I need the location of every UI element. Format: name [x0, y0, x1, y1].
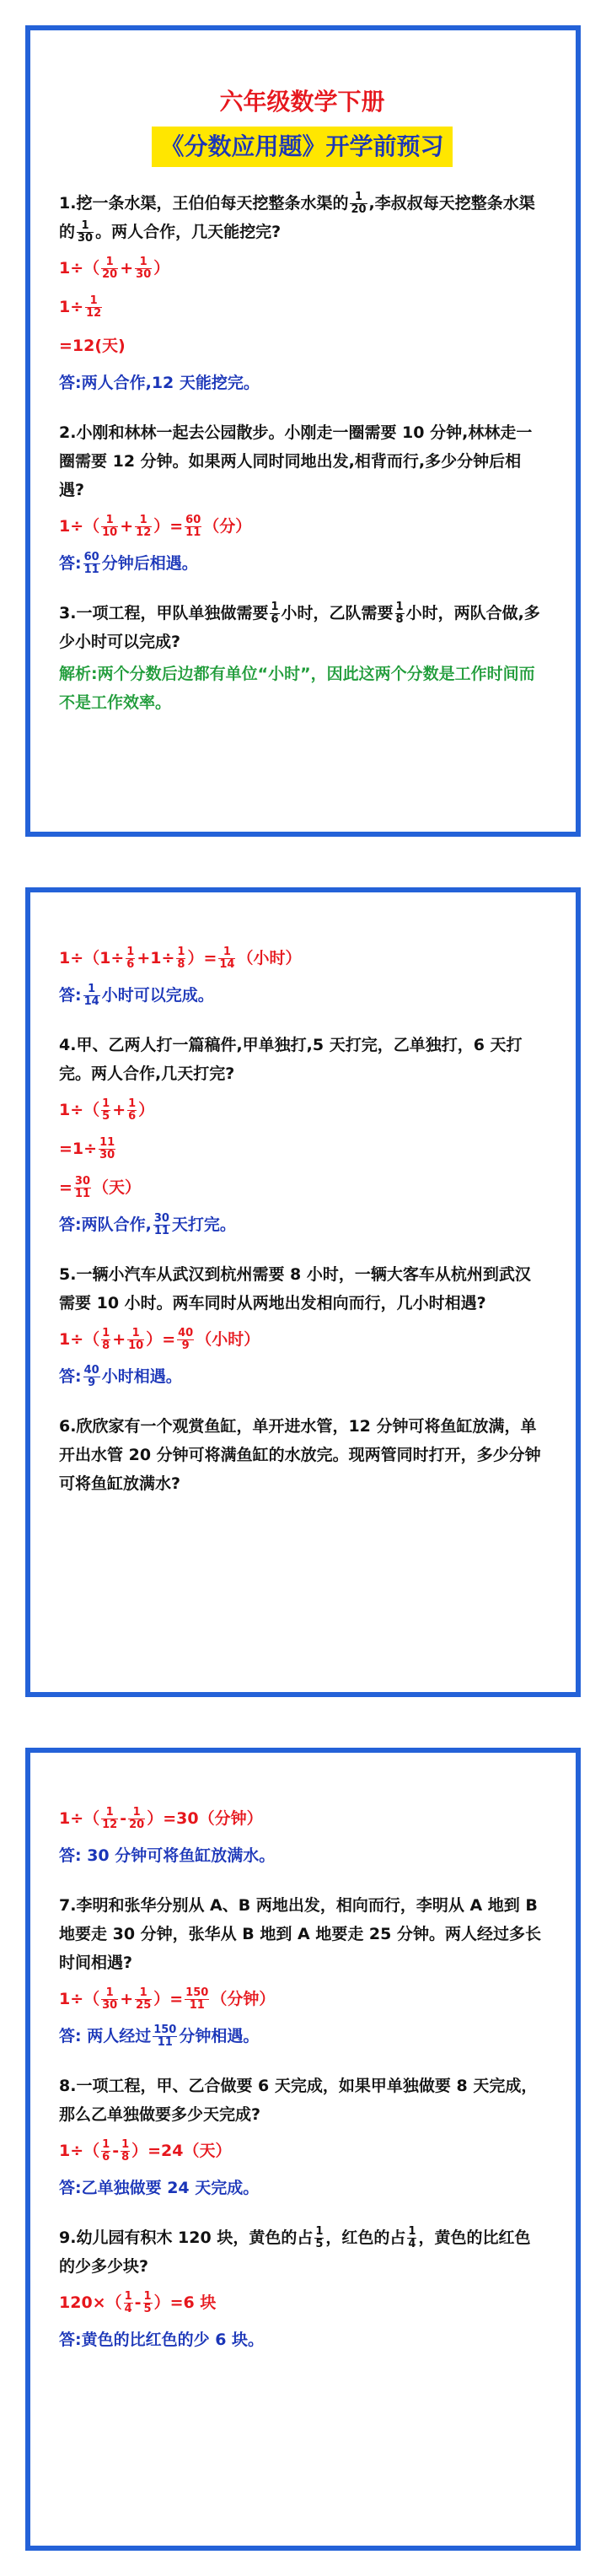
- fraction-denominator: 11: [189, 1999, 205, 2012]
- fraction: [128, 1807, 145, 1831]
- question-4: 4.甲、乙两人打一篇稿件,甲单独打,5 天打完，乙单独打，6 天打完。两人合作,几天打完?: [59, 1036, 523, 1083]
- fraction: [185, 515, 201, 539]
- page-title: 六年级数学下册: [219, 88, 385, 116]
- fraction-numerator: 1: [101, 515, 118, 527]
- q6-calc: [59, 1802, 545, 1835]
- q4-step-1: [59, 1093, 545, 1127]
- fraction: [101, 515, 118, 539]
- fraction: [407, 2226, 416, 2250]
- q1-step-3: =12(天): [59, 337, 126, 355]
- fraction: [101, 1807, 118, 1831]
- question-5: 5.一辆小汽车从武汉到杭州需要 8 小时，一辆大客车从杭州到武汉需要 10 小时。两车同时从两地出发相向而行，几小时相遇?: [59, 1265, 531, 1312]
- text-segment: 9.幼儿园有积木 120 块，黄色的占: [59, 2228, 314, 2247]
- fraction: [153, 2024, 177, 2049]
- fraction: [101, 1328, 110, 1352]
- text-segment: ）=30（分钟）: [147, 1809, 263, 1828]
- fraction-numerator: 1: [101, 1807, 118, 1819]
- text-segment: 天打完。: [171, 1215, 236, 1234]
- fraction-numerator: 30: [74, 1175, 91, 1188]
- fraction-numerator: 1: [128, 1097, 137, 1110]
- fraction-denominator: 8: [177, 958, 185, 971]
- fraction-denominator: 10: [128, 1339, 144, 1352]
- q3-analysis: 解析:两个分数后边都有单位“小时”，因此这两个分数是工作时间而不是工作效率。: [59, 665, 535, 712]
- fraction-denominator: 6: [102, 2151, 110, 2164]
- fraction-numerator: 1: [128, 1807, 145, 1819]
- text-segment: =: [59, 1178, 72, 1197]
- fraction: [270, 601, 279, 626]
- fraction-denominator: 14: [83, 995, 99, 1008]
- q5-calc: [59, 1323, 545, 1356]
- q1-answer: 答:两人合作,12 天能挖完。: [59, 374, 260, 392]
- fraction-numerator: 1: [127, 1328, 144, 1340]
- fraction: [185, 1987, 209, 2012]
- fraction: [101, 256, 118, 281]
- fraction-numerator: 1: [135, 1987, 152, 2000]
- text-segment: 1÷（1÷: [59, 949, 125, 967]
- q9-answer: 答:黄色的比红色的少 6 块。: [59, 2331, 265, 2349]
- q1-step-1: [59, 251, 545, 285]
- fraction: [83, 1365, 100, 1389]
- card-1: [25, 25, 581, 837]
- text-segment: -: [120, 1809, 127, 1828]
- fraction: [83, 552, 100, 576]
- text-segment: 小时可以完成。: [101, 986, 214, 1005]
- fraction-numerator: 1: [102, 2138, 110, 2151]
- subtitle-highlight: 《分数应用题》开学前预习: [152, 127, 452, 167]
- fraction: [124, 2291, 133, 2315]
- text-segment: 1÷（: [59, 1809, 100, 1828]
- fraction-numerator: 1: [85, 295, 102, 308]
- fraction-denominator: 30: [102, 1999, 118, 2012]
- fraction-numerator: 1: [135, 256, 152, 269]
- q8-calc: [59, 2134, 545, 2168]
- fraction-denominator: 11: [83, 563, 99, 576]
- text-segment: ）=: [153, 1990, 184, 2008]
- fraction: [127, 1328, 144, 1352]
- text-segment: 1÷: [59, 298, 84, 316]
- fraction: [99, 1137, 115, 1161]
- text-segment: 小时，两队合做,多少小时可以完成?: [59, 604, 540, 651]
- text-segment: ）=6 块: [153, 2293, 217, 2312]
- fraction: [314, 2226, 324, 2250]
- fraction-denominator: 4: [124, 2303, 132, 2315]
- fraction-numerator: 1: [177, 946, 185, 958]
- fraction: [176, 946, 185, 971]
- fraction: [350, 191, 367, 216]
- fraction-denominator: 30: [78, 232, 94, 245]
- fraction: [177, 1328, 194, 1352]
- fraction-numerator: 30: [153, 1212, 169, 1225]
- text-segment: -: [134, 2293, 142, 2312]
- text-segment: 1÷（: [59, 2142, 100, 2160]
- text-segment: 分钟后相遇。: [101, 554, 198, 573]
- text-segment: ）=: [187, 949, 217, 967]
- fraction-denominator: 5: [143, 2303, 152, 2315]
- fraction-numerator: 1: [143, 2290, 152, 2303]
- fraction-numerator: 1: [315, 2225, 324, 2238]
- text-segment: 答: 两人经过: [59, 2027, 152, 2045]
- fraction: [121, 2139, 130, 2164]
- q8-answer: 答:乙单独做要 24 天完成。: [59, 2179, 260, 2197]
- fraction-numerator: 1: [102, 1327, 110, 1339]
- text-segment: -: [112, 2142, 120, 2160]
- fraction-numerator: 1: [124, 2290, 132, 2303]
- fraction: [101, 1987, 118, 2012]
- q2-answer: [59, 547, 545, 580]
- text-segment: ）=24（天）: [131, 2142, 232, 2160]
- text-segment: +: [120, 1990, 134, 2008]
- fraction: [83, 984, 100, 1008]
- text-segment: =1÷: [59, 1140, 98, 1158]
- card-2: [25, 887, 581, 1697]
- q3-answer: [59, 978, 545, 1012]
- text-segment: （小时）: [237, 949, 302, 967]
- q3-calc: [59, 941, 545, 975]
- fraction: [74, 1176, 91, 1200]
- fraction-numerator: 60: [185, 514, 201, 526]
- fraction-denominator: 5: [315, 2238, 324, 2250]
- text-segment: （小时）: [196, 1330, 260, 1349]
- text-segment: 小时，乙队需要: [281, 604, 394, 622]
- question-9: [59, 2223, 545, 2281]
- fraction: [135, 515, 152, 539]
- fraction-numerator: 1: [135, 515, 152, 527]
- fraction-numerator: 1: [271, 601, 279, 613]
- fraction: [143, 2291, 153, 2315]
- fraction: [135, 256, 152, 281]
- text-segment: ，黄色的比红色的少多少块?: [59, 2228, 531, 2276]
- text-segment: 1÷（: [59, 1990, 100, 2008]
- fraction-denominator: 12: [136, 526, 152, 539]
- question-2: 2.小刚和林林一起去公园散步。小刚走一圈需要 10 分钟,林林走一圈需要 12 分钟。如果两人同时同地出发,相背而行,多少分钟后相遇?: [59, 423, 533, 499]
- text-segment: （分）: [203, 517, 252, 536]
- fraction-numerator: 40: [83, 1364, 99, 1377]
- text-segment: +: [112, 1101, 126, 1119]
- card-3: [25, 1748, 581, 2551]
- q1-step-2: [59, 290, 545, 324]
- fraction-numerator: 1: [350, 191, 367, 204]
- text-segment: 分钟相遇。: [179, 2027, 260, 2045]
- text-segment: 1÷（: [59, 1101, 100, 1119]
- fraction-numerator: 1: [408, 2225, 416, 2238]
- fraction: [77, 220, 94, 245]
- fraction-denominator: 10: [102, 526, 118, 539]
- text-segment: （分钟）: [211, 1990, 276, 2008]
- fraction-denominator: 11: [185, 526, 201, 539]
- fraction-denominator: 14: [219, 958, 235, 971]
- q9-calc: [59, 2286, 545, 2320]
- fraction: [218, 946, 235, 971]
- fraction-denominator: 9: [181, 1339, 190, 1352]
- text-segment: +: [120, 517, 134, 536]
- fraction-denominator: 6: [128, 1110, 137, 1123]
- text-segment: ）: [138, 1101, 155, 1119]
- fraction-denominator: 12: [86, 307, 102, 320]
- text-segment: 1÷（: [59, 259, 100, 278]
- fraction-numerator: 11: [99, 1136, 115, 1149]
- fraction-numerator: 150: [185, 1986, 209, 1999]
- q1-text: 。两人合作，几天能挖完?: [95, 223, 282, 241]
- fraction-denominator: 4: [408, 2238, 416, 2250]
- fraction-denominator: 20: [129, 1819, 145, 1831]
- q5-answer: [59, 1360, 545, 1393]
- text-segment: 答:两队合作,: [59, 1215, 152, 1234]
- fraction-denominator: 8: [102, 1339, 110, 1352]
- text-segment: ）=: [153, 517, 184, 536]
- fraction-denominator: 8: [121, 2151, 130, 2164]
- text-segment: +1÷: [137, 949, 175, 967]
- text-segment: ）: [153, 259, 170, 278]
- fraction-numerator: 150: [153, 2024, 177, 2036]
- text-segment: 答:: [59, 554, 82, 573]
- fraction: [101, 1098, 110, 1123]
- fraction-denominator: 6: [126, 958, 135, 971]
- fraction-denominator: 20: [102, 268, 118, 281]
- text-segment: 1÷（: [59, 1330, 100, 1349]
- question-3: [59, 599, 545, 656]
- fraction-denominator: 30: [136, 268, 152, 281]
- fraction-numerator: 1: [121, 2138, 130, 2151]
- fraction-numerator: 1: [101, 256, 118, 269]
- fraction: [395, 601, 405, 626]
- q4-step-2: [59, 1132, 545, 1166]
- q1-text: ,李叔叔每天挖整条水渠的: [59, 194, 535, 241]
- fraction-denominator: 11: [157, 2036, 173, 2049]
- text-segment: （天）: [93, 1178, 142, 1197]
- q1-text: 1.挖一条水渠，王伯伯每天挖整条水渠的: [59, 194, 349, 213]
- text-segment: +: [120, 259, 134, 278]
- fraction-numerator: 60: [83, 551, 99, 563]
- q7-calc: [59, 1982, 545, 2016]
- text-segment: 答:: [59, 1367, 82, 1386]
- fraction-numerator: 1: [83, 984, 100, 996]
- question-7: 7.李明和张华分别从 A、B 两地出发，相向而行，李明从 A 地到 B 地要走 30 分钟，张华从 B 地到 A 地要走 25 分钟。两人经过多长时间相遇?: [59, 1896, 541, 1972]
- fraction: [135, 1987, 152, 2012]
- fraction-numerator: 1: [395, 601, 404, 613]
- question-1: [59, 189, 545, 246]
- fraction-denominator: 11: [74, 1188, 91, 1200]
- text-segment: ，红色的占: [325, 2228, 406, 2247]
- text-segment: 120×（: [59, 2293, 122, 2312]
- q7-answer: [59, 2019, 545, 2053]
- fraction-denominator: 11: [153, 1225, 169, 1237]
- fraction-denominator: 25: [136, 1999, 152, 2012]
- fraction-numerator: 1: [102, 1097, 110, 1110]
- fraction-denominator: 8: [395, 613, 404, 626]
- fraction-numerator: 1: [126, 946, 135, 958]
- fraction-denominator: 5: [102, 1110, 110, 1123]
- q4-step-3: [59, 1171, 545, 1204]
- text-segment: 3.一项工程，甲队单独做需要: [59, 604, 269, 622]
- fraction: [153, 1213, 170, 1237]
- q6-answer: 答: 30 分钟可将鱼缸放满水。: [59, 1846, 276, 1865]
- text-segment: +: [112, 1330, 126, 1349]
- fraction-denominator: 20: [351, 203, 367, 216]
- fraction: [85, 295, 102, 320]
- fraction-numerator: 1: [218, 946, 235, 959]
- fraction-denominator: 9: [88, 1377, 96, 1389]
- fraction-denominator: 30: [99, 1149, 115, 1161]
- question-8: 8.一项工程，甲、乙合做要 6 天完成，如果甲单独做要 8 天完成，那么乙单独做要多少天完成?: [59, 2077, 538, 2124]
- fraction-denominator: 12: [102, 1819, 118, 1831]
- q2-calc: [59, 509, 545, 543]
- fraction-numerator: 40: [178, 1327, 194, 1339]
- page-subtitle: [59, 127, 545, 167]
- q4-answer: [59, 1208, 545, 1242]
- fraction-numerator: 1: [101, 1987, 118, 2000]
- fraction: [127, 1098, 137, 1123]
- text-segment: 小时相遇。: [101, 1367, 182, 1386]
- question-6: 6.欣欣家有一个观赏鱼缸，单开进水管，12 分钟可将鱼缸放满，单开出水管 20 分钟可将满鱼缸的水放完。现两管同时打开，多少分钟可将鱼缸放满水?: [59, 1417, 541, 1493]
- text-segment: 1÷（: [59, 517, 100, 536]
- fraction-numerator: 1: [77, 220, 94, 233]
- text-segment: 答:: [59, 986, 82, 1005]
- fraction-denominator: 6: [271, 613, 279, 626]
- text-segment: ）=: [146, 1330, 176, 1349]
- fraction: [126, 946, 135, 971]
- fraction: [101, 2139, 110, 2164]
